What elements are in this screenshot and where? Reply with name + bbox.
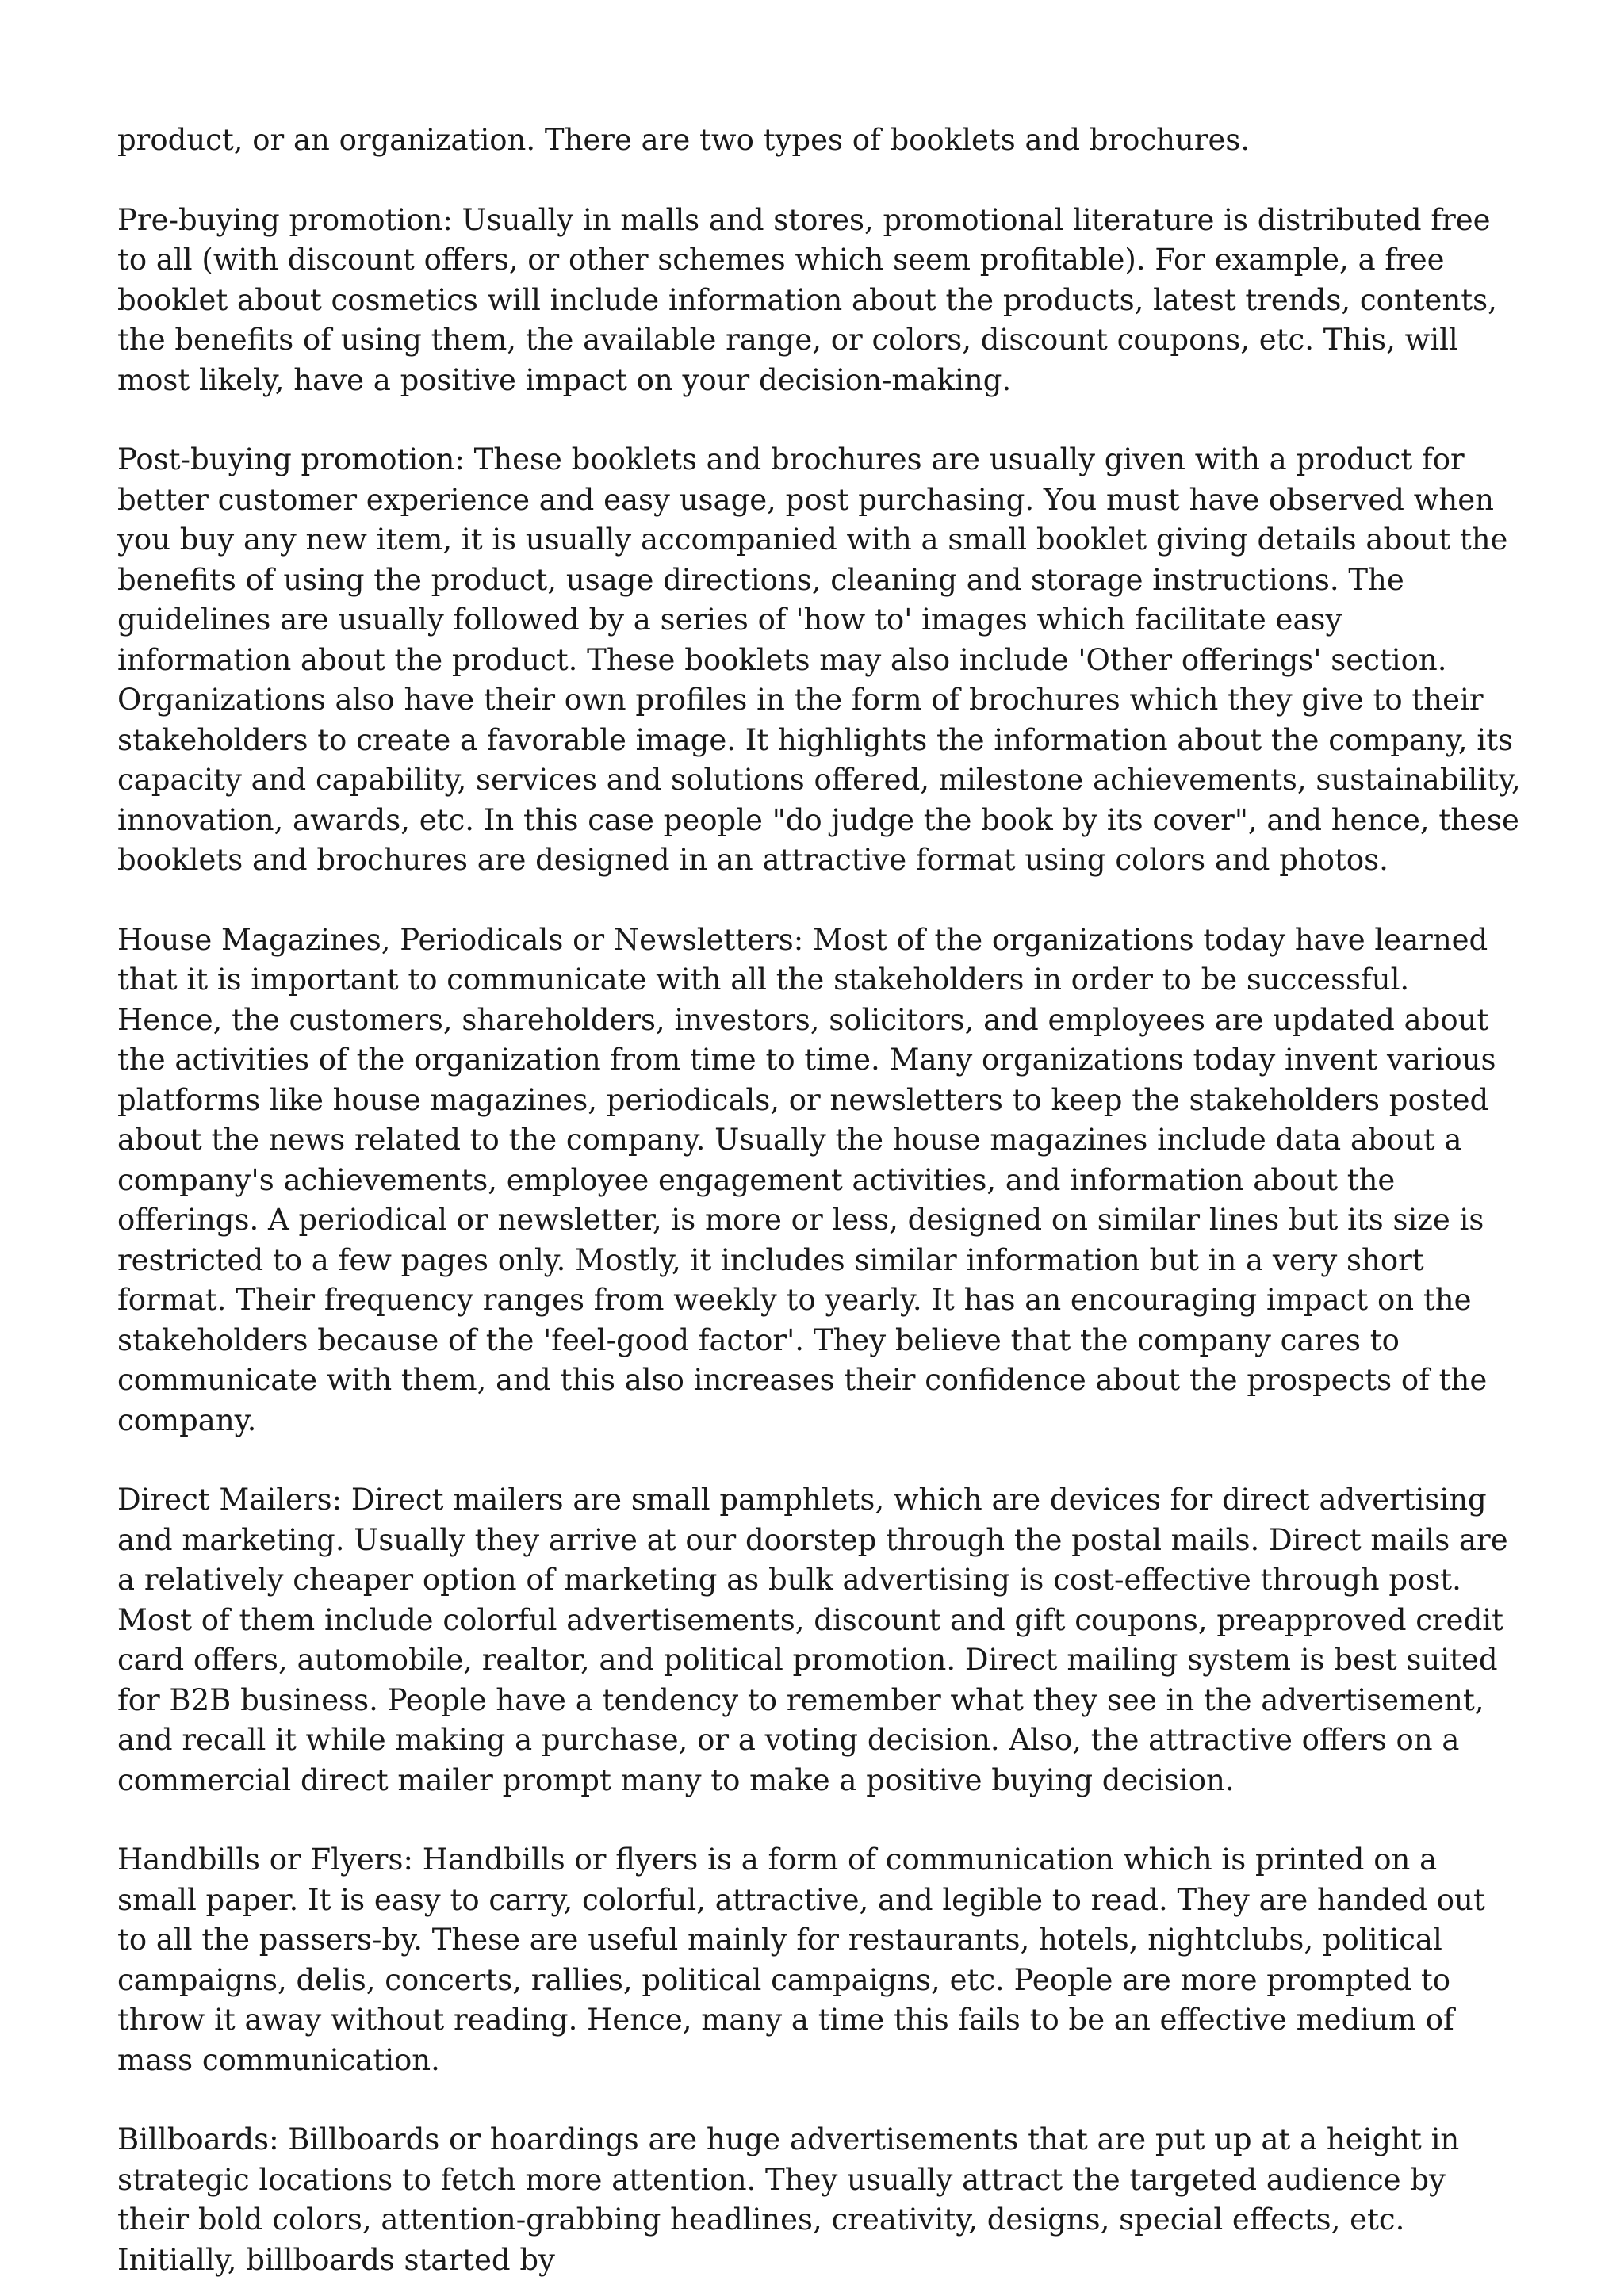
document-page bbox=[117, 121, 1521, 2280]
paragraph-post-buying-promotion: Post-buying promotion: These booklets and brochures are usually given with a product for better customer experience and easy usage, post purchasing. You must have observed when you buy any new item, it is usually accompanied with a small booklet giving details about the benefits of using the product, usage directions, cleaning and storage instructions. The guidelines are usually followed by a series of 'how to' images which facilitate easy information about the product. These booklets may also include 'Other offerings' section. Organizations also have their own profiles in the form of brochures which they give to their stakeholders to create a favorable image. It highlights the information about the company, its capacity and capability, services and solutions offered, milestone achievements, sustainability, innovation, awards, etc. In this case people "do judge the book by its cover", and hence, these booklets and brochures are designed in an attractive format using colors and photos. bbox=[117, 442, 1521, 877]
paragraph-direct-mailers: Direct Mailers: Direct mailers are small pamphlets, which are devices for direct advertising and marketing. Usually they arrive at our doorstep through the postal mails. Direct mails are a relatively cheaper option of marketing as bulk advertising is cost-effective through post. Most of them include colorful advertisements, discount and gift coupons, preapproved credit card offers, automobile, realtor, and political promotion. Direct mailing system is best suited for B2B business. People have a tendency to remember what they see in the advertisement, and recall it while making a purchase, or a voting decision. Also, the attractive offers on a commercial direct mailer prompt many to make a positive buying decision. bbox=[117, 1483, 1508, 1797]
paragraph-house-magazines: House Magazines, Periodicals or Newsletters: Most of the organizations today have learned that it is important to communicate with all the stakeholders in order to be successful. Hence, the customers, shareholders, investors, solicitors, and employees are updated about the activities of the organization from time to time. Many organizations today invent various platforms like house magazines, periodicals, or newsletters to keep the stakeholders posted about the news related to the company. Usually the house magazines include data about a company's achievements, employee engagement activities, and information about the offerings. A periodical or newsletter, is more or less, designed on similar lines but its size is restricted to a few pages only. Mostly, it includes similar information but in a very short format. Their frequency ranges from weekly to yearly. It has an encouraging impact on the stakeholders because of the 'feel-good factor'. They believe that the company cares to communicate with them, and this also increases their confidence about the prospects of the company. bbox=[117, 922, 1496, 1437]
paragraph-handbills-flyers: Handbills or Flyers: Handbills or flyers is a form of communication which is printed on a small paper. It is easy to carry, colorful, attractive, and legible to read. They are handed out to all the passers-by. These are useful mainly for restaurants, hotels, nightclubs, political campaigns, delis, concerts, rallies, political campaigns, etc. People are more prompted to throw it away without reading. Hence, many a time this fails to be an effective medium of mass communication. bbox=[117, 1843, 1485, 2077]
paragraph-booklet-intro-continuation: product, or an organization. There are two types of booklets and brochures. bbox=[117, 123, 1251, 157]
paragraph-billboards: Billboards: Billboards or hoardings are huge advertisements that are put up at a height in strategic locations to fetch more attention. They usually attract the targeted audience by their bold colors, attention-grabbing headlines, creativity, designs, special effects, etc. Initially, billboards started by bbox=[117, 2122, 1460, 2277]
paragraph-pre-buying-promotion: Pre-buying promotion: Usually in malls and stores, promotional literature is distributed free to all (with discount offers, or other schemes which seem profitable). For example, a free booklet about cosmetics will include information about the products, latest trends, contents, the benefits of using them, the available range, or colors, discount coupons, etc. This, will most likely, have a positive impact on your decision-making. bbox=[117, 202, 1497, 397]
